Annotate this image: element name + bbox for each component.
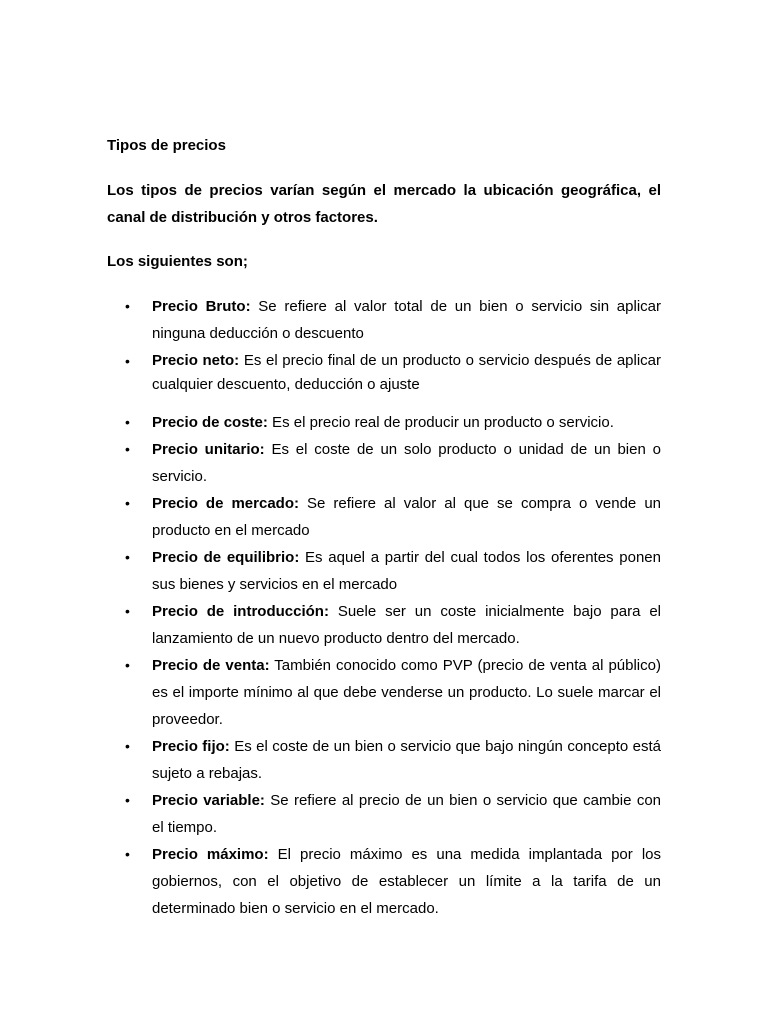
list-lead-text: Los siguientes son;	[107, 253, 248, 270]
item-term: Precio de introducción:	[152, 603, 329, 620]
list-item-precio-de-venta	[107, 652, 661, 733]
item-term: Precio Bruto:	[152, 298, 251, 315]
bullet-icon: •	[125, 495, 130, 511]
bullet-icon: •	[125, 298, 130, 314]
bullet-icon: •	[125, 792, 130, 808]
bullet-icon: •	[125, 414, 130, 430]
item-description: Es el precio real de producir un producto o servicio.	[267, 414, 614, 431]
bullet-icon: •	[125, 441, 130, 457]
item-term: Precio variable:	[152, 792, 265, 809]
item-description: Es el precio final de un producto o servicio después de aplicar cualquier descuento, deducción o ajuste	[152, 352, 662, 393]
item-description: Es el coste de un bien o servicio que bajo ningún concepto está sujeto a rebajas.	[152, 738, 661, 782]
item-description: Se refiere al valor total de un bien o servicio sin aplicar ninguna deducción o descuento	[152, 298, 661, 342]
list-item-precio-de-mercado	[107, 490, 661, 544]
list-item-precio-maximo	[107, 841, 661, 922]
list-item-precio-fijo	[107, 733, 661, 787]
item-term: Precio unitario:	[152, 441, 265, 458]
item-term: Precio fijo:	[152, 738, 230, 755]
list-item-precio-variable	[107, 787, 661, 841]
bullet-icon: •	[125, 738, 130, 754]
bullet-icon: •	[125, 353, 130, 369]
list-item-precio-de-introduccion	[107, 598, 661, 652]
item-description: Es el coste de un solo producto o unidad de un bien o servicio.	[152, 441, 661, 485]
item-term: Precio máximo:	[152, 846, 269, 863]
list-item-precio-unitario	[107, 436, 661, 490]
item-term: Precio de venta:	[152, 657, 270, 674]
price-types-list	[107, 293, 661, 922]
item-description: Se refiere al precio de un bien o servicio que cambie con el tiempo.	[152, 792, 661, 836]
item-term: Precio neto:	[152, 352, 240, 369]
item-description: El precio máximo es una medida implantada por los gobiernos, con el objetivo de establecer un límite a la tarifa de un determinado bien o servicio en el mercado.	[152, 846, 661, 917]
list-item-precio-bruto	[107, 293, 661, 347]
bullet-icon: •	[125, 549, 130, 565]
item-term: Precio de equilibrio:	[152, 549, 300, 566]
bullet-icon: •	[125, 846, 130, 862]
item-description: Se refiere al valor al que se compra o vende un producto en el mercado	[152, 495, 661, 539]
item-description: También conocido como PVP (precio de venta al público) es el importe mínimo al que debe venderse un producto. Lo suele marcar el proveedor.	[152, 657, 661, 728]
item-description: Es aquel a partir del cual todos los oferentes ponen sus bienes y servicios en el mercado	[152, 549, 661, 593]
list-item-precio-de-equilibrio	[107, 544, 661, 598]
bullet-icon: •	[125, 603, 130, 619]
item-description: Suele ser un coste inicialmente bajo para el lanzamiento de un nuevo producto dentro del mercado.	[152, 603, 661, 647]
item-term: Precio de mercado:	[152, 495, 299, 512]
intro-paragraph: Los tipos de precios varían según el mercado la ubicación geográfica, el canal de distribución y otros factores.	[107, 182, 661, 226]
item-term: Precio de coste:	[152, 414, 268, 431]
bullet-icon: •	[125, 657, 130, 673]
list-item-precio-de-coste	[107, 409, 661, 436]
list-item-precio-neto	[107, 349, 661, 397]
document-title: Tipos de precios	[107, 137, 226, 154]
